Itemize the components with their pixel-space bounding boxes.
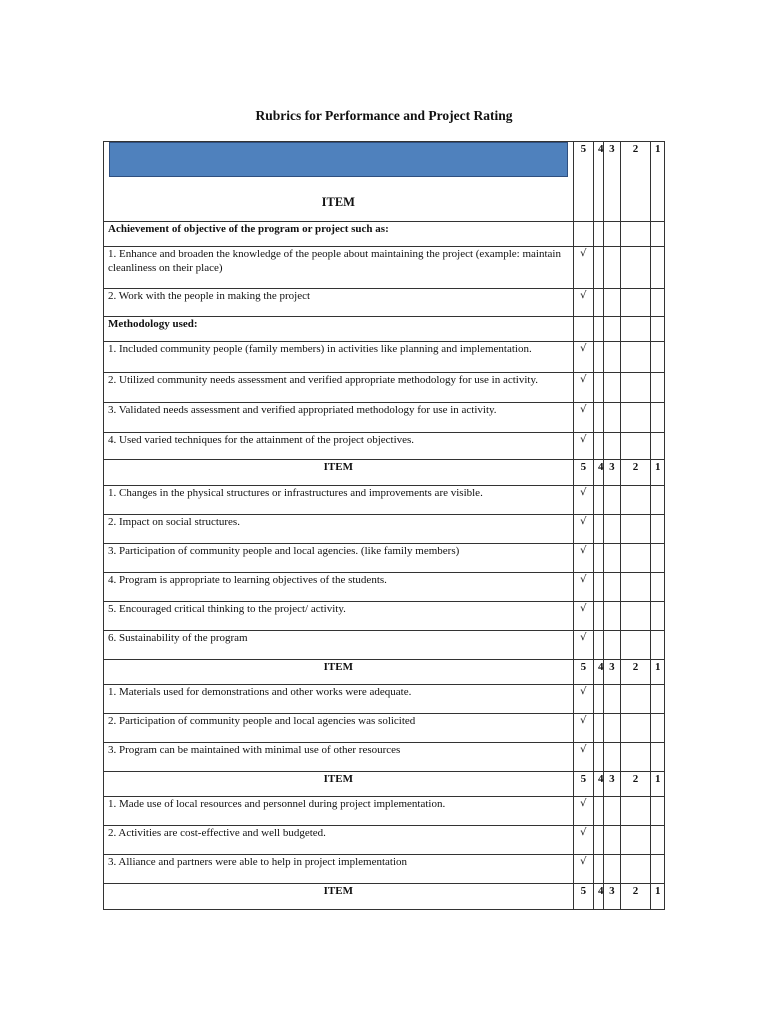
score-header-4: 4	[594, 142, 604, 222]
table-row	[104, 247, 665, 289]
score-header-5: 5	[573, 660, 593, 685]
score-header-4: 4	[594, 772, 604, 797]
score-header-4: 4	[594, 660, 604, 685]
item-text: 1. Made use of local resources and personnel during project implementation.	[104, 797, 574, 826]
score-header-5: 5	[573, 460, 593, 486]
table-row	[104, 373, 665, 403]
score-header-2: 2	[620, 460, 650, 486]
score-header-2: 2	[620, 772, 650, 797]
item-text: 1. Enhance and broaden the knowledge of the people about maintaining the project (example: maintain cleanliness on their place)	[104, 247, 574, 289]
table-row	[104, 685, 665, 714]
section-heading-row	[104, 317, 665, 342]
table-row	[104, 289, 665, 317]
item-header: ITEM	[104, 460, 574, 486]
document-title: Rubrics for Performance and Project Rating	[255, 108, 513, 123]
table-row	[104, 855, 665, 884]
check-mark-icon: √	[573, 544, 593, 573]
header-color-bar	[109, 142, 568, 177]
table-row	[104, 797, 665, 826]
item-header-row	[104, 660, 665, 685]
score-header-3: 3	[603, 884, 620, 910]
section-heading: Methodology used:	[104, 317, 574, 342]
section-heading: Achievement of objective of the program or project such as:	[104, 222, 574, 247]
score-header-3: 3	[603, 460, 620, 486]
item-text: 2. Impact on social structures.	[104, 515, 574, 544]
item-text: 3. Validated needs assessment and verified appropriated methodology for use in activity.	[104, 403, 574, 433]
rubric-table	[103, 141, 665, 910]
score-header-1: 1	[650, 660, 664, 685]
check-mark-icon: √	[573, 743, 593, 772]
score-header-1: 1	[650, 772, 664, 797]
table-row	[104, 743, 665, 772]
score-header-5: 5	[573, 142, 593, 222]
item-text: 1. Changes in the physical structures or infrastructures and improvements are visible.	[104, 486, 574, 515]
check-mark-icon: √	[573, 515, 593, 544]
score-header-2: 2	[620, 142, 650, 222]
item-header-row	[104, 884, 665, 910]
score-header-3: 3	[603, 142, 620, 222]
check-mark-icon: √	[573, 826, 593, 855]
header-item-cell	[104, 142, 574, 222]
item-text: 6. Sustainability of the program	[104, 631, 574, 660]
item-text: 5. Encouraged critical thinking to the project/ activity.	[104, 602, 574, 631]
item-text: 2. Work with the people in making the project	[104, 289, 574, 317]
table-row	[104, 826, 665, 855]
item-header: ITEM	[104, 772, 574, 797]
item-text: 4. Program is appropriate to learning objectives of the students.	[104, 573, 574, 602]
table-row	[104, 573, 665, 602]
table-row	[104, 433, 665, 460]
table-row	[104, 714, 665, 743]
score-header-3: 3	[603, 772, 620, 797]
item-text: 2. Participation of community people and local agencies was solicited	[104, 714, 574, 743]
item-text: 3. Alliance and partners were able to help in project implementation	[104, 855, 574, 884]
check-mark-icon: √	[573, 797, 593, 826]
table-row	[104, 342, 665, 373]
score-header-1: 1	[650, 884, 664, 910]
score-header-1: 1	[650, 142, 664, 222]
check-mark-icon: √	[573, 403, 593, 433]
table-row	[104, 403, 665, 433]
item-header: ITEM	[104, 660, 574, 685]
item-text: 1. Materials used for demonstrations and other works were adequate.	[104, 685, 574, 714]
item-header-row	[104, 460, 665, 486]
item-text: 2. Utilized community needs assessment and verified appropriate methodology for use in activity.	[104, 373, 574, 403]
check-mark-icon: √	[573, 247, 593, 289]
check-mark-icon: √	[573, 855, 593, 884]
item-header-row	[104, 772, 665, 797]
score-header-4: 4	[594, 460, 604, 486]
score-header-1: 1	[650, 460, 664, 486]
check-mark-icon: √	[573, 289, 593, 317]
table-row	[104, 486, 665, 515]
check-mark-icon: √	[573, 342, 593, 373]
check-mark-icon: √	[573, 714, 593, 743]
score-header-5: 5	[573, 772, 593, 797]
item-text: 2. Activities are cost-effective and well budgeted.	[104, 826, 574, 855]
table-row	[104, 602, 665, 631]
check-mark-icon: √	[573, 573, 593, 602]
check-mark-icon: √	[573, 685, 593, 714]
item-text: 4. Used varied techniques for the attainment of the project objectives.	[104, 433, 574, 460]
score-header-2: 2	[620, 884, 650, 910]
check-mark-icon: √	[573, 486, 593, 515]
check-mark-icon: √	[573, 433, 593, 460]
score-header-5: 5	[573, 884, 593, 910]
check-mark-icon: √	[573, 373, 593, 403]
item-header: ITEM	[104, 884, 574, 910]
item-text: 3. Program can be maintained with minimal use of other resources	[104, 743, 574, 772]
header-item-label: ITEM	[321, 195, 355, 209]
check-mark-icon: √	[573, 602, 593, 631]
score-header-4: 4	[594, 884, 604, 910]
item-text: 3. Participation of community people and local agencies. (like family members)	[104, 544, 574, 573]
item-text: 1. Included community people (family members) in activities like planning and implementation.	[104, 342, 574, 373]
score-header-3: 3	[603, 660, 620, 685]
check-mark-icon: √	[573, 631, 593, 660]
score-header-2: 2	[620, 660, 650, 685]
table-row	[104, 544, 665, 573]
table-row	[104, 631, 665, 660]
table-header-row	[104, 142, 665, 222]
table-row	[104, 515, 665, 544]
section-heading-row	[104, 222, 665, 247]
